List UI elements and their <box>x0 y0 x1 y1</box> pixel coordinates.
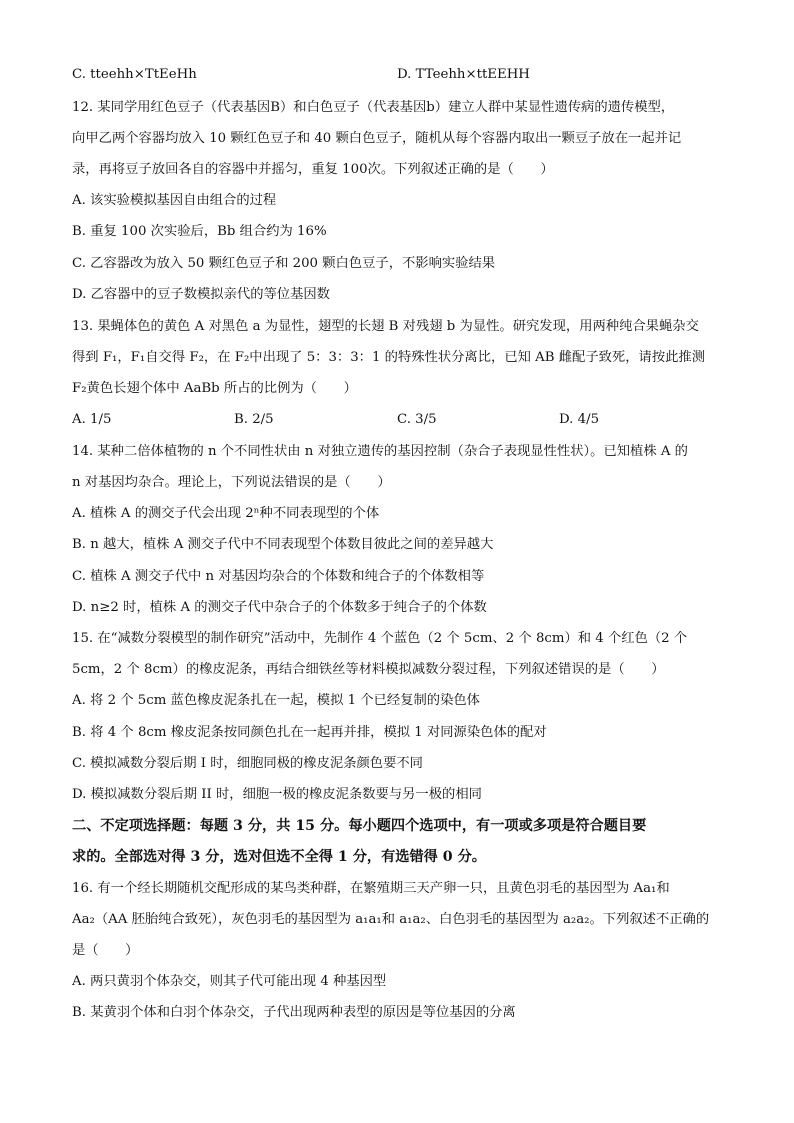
q11-option-d: D. TTeehh×ttEEHH <box>397 67 530 82</box>
q15-option-d: D. 模拟减数分裂后期 II 时，细胞一极的橡皮泥条数要与另一极的相同 <box>72 787 482 802</box>
q15-stem-line-1: 15. 在“减数分裂模型的制作研究”活动中，先制作 4 个蓝色（2 个 5cm、2 个 8cm）和 4 个红色（2 个 <box>72 631 688 646</box>
q13-option-c: C. 3/5 <box>397 412 437 427</box>
q16-stem-line-2: Aa₂（AA 胚胎纯合致死），灰色羽毛的基因型为 a₁a₁和 a₁a₂、白色羽毛的基因型为 a₂a₂。下列叙述不正确的 <box>72 912 710 927</box>
q14-stem-line-1: 14. 某种二倍体植物的 n 个不同性状由 n 对独立遗传的基因控制（杂合子表现显性性状）。已知植株 A 的 <box>72 444 688 459</box>
q13-stem-line-1: 13. 果蝇体色的黄色 A 对黑色 a 为显性，翅型的长翅 B 对残翅 b 为显性。研究发现，用两种纯合果蝇杂交 <box>72 319 699 334</box>
q12-stem-line-2: 向甲乙两个容器均放入 10 颗红色豆子和 40 颗白色豆子，随机从每个容器内取出一颗豆子放在一起并记 <box>72 131 682 146</box>
q14-option-b: B. n 越大，植株 A 测交子代中不同表现型个体数目彼此之间的差异越大 <box>72 537 494 552</box>
q14-stem-line-2: n 对基因均杂合。理论上，下列说法错误的是（ ） <box>72 475 391 490</box>
q12-option-d: D. 乙容器中的豆子数模拟亲代的等位基因数 <box>72 287 330 302</box>
q12-option-b: B. 重复 100 次实验后，Bb 组合约为 16% <box>72 224 327 239</box>
q12-stem-line-1: 12. 某同学用红色豆子（代表基因B）和白色豆子（代表基因b）建立人群中某显性遗传病的遗传模型， <box>72 100 675 115</box>
section-2-heading-line-1: 二、不定项选择题：每题 3 分，共 15 分。每小题四个选项中，有一项或多项是符合题目要 <box>72 818 647 834</box>
q16-option-a: A. 两只黄羽个体杂交，则其子代可能出现 4 种基因型 <box>72 974 387 989</box>
q14-option-c: C. 植株 A 测交子代中 n 对基因均杂合的个体数和纯合子的个体数相等 <box>72 569 485 584</box>
q15-option-b: B. 将 4 个 8cm 橡皮泥条按同颜色扎在一起再并排，模拟 1 对同源染色体的配对 <box>72 725 547 740</box>
q11-option-c: C. tteehh×TtEeHh <box>72 67 197 82</box>
q15-stem-line-2: 5cm，2 个 8cm）的橡皮泥条，再结合细铁丝等材料模拟减数分裂过程，下列叙述错误的是（ ） <box>72 662 665 677</box>
q12-option-a: A. 该实验模拟基因自由组合的过程 <box>72 193 277 208</box>
q13-stem-line-3: F₂黄色长翅个体中 AaBb 所占的比例为（ ） <box>72 381 357 396</box>
q16-stem-line-3: 是（ ） <box>72 943 139 958</box>
q13-option-b: B. 2/5 <box>234 412 274 427</box>
q13-stem-line-2: 得到 F₁，F₁自交得 F₂，在 F₂中出现了 5：3：3：1 的特殊性状分离比，已知 AB 雌配子致死，请按此推测 <box>72 350 706 365</box>
q13-option-a: A. 1/5 <box>72 412 112 427</box>
q12-stem-line-3: 录，再将豆子放回各自的容器中并摇匀，重复 100次。下列叙述正确的是（ ） <box>72 162 554 177</box>
q13-option-d: D. 4/5 <box>559 412 600 427</box>
q15-option-c: C. 模拟减数分裂后期 I 时，细胞同极的橡皮泥条颜色要不同 <box>72 756 423 771</box>
q15-option-a: A. 将 2 个 5cm 蓝色橡皮泥条扎在一起，模拟 1 个已经复制的染色体 <box>72 693 480 708</box>
q16-option-b: B. 某黄羽个体和白羽个体杂交，子代出现两种表型的原因是等位基因的分离 <box>72 1005 516 1020</box>
q14-option-a: A. 植株 A 的测交子代会出现 2ⁿ种不同表现型的个体 <box>72 506 380 521</box>
q12-option-c: C. 乙容器改为放入 50 颗红色豆子和 200 颗白色豆子，不影响实验结果 <box>72 256 496 271</box>
q16-stem-line-1: 16. 有一个经长期随机交配形成的某鸟类种群，在繁殖期三天产卵一只，且黄色羽毛的基因型为 Aa₁和 <box>72 881 670 896</box>
q14-option-d: D. n≥2 时，植株 A 的测交子代中杂合子的个体数多于纯合子的个体数 <box>72 600 487 615</box>
section-2-heading-line-2: 求的。全部选对得 3 分，选对但选不全得 1 分，有选错得 0 分。 <box>72 849 486 865</box>
